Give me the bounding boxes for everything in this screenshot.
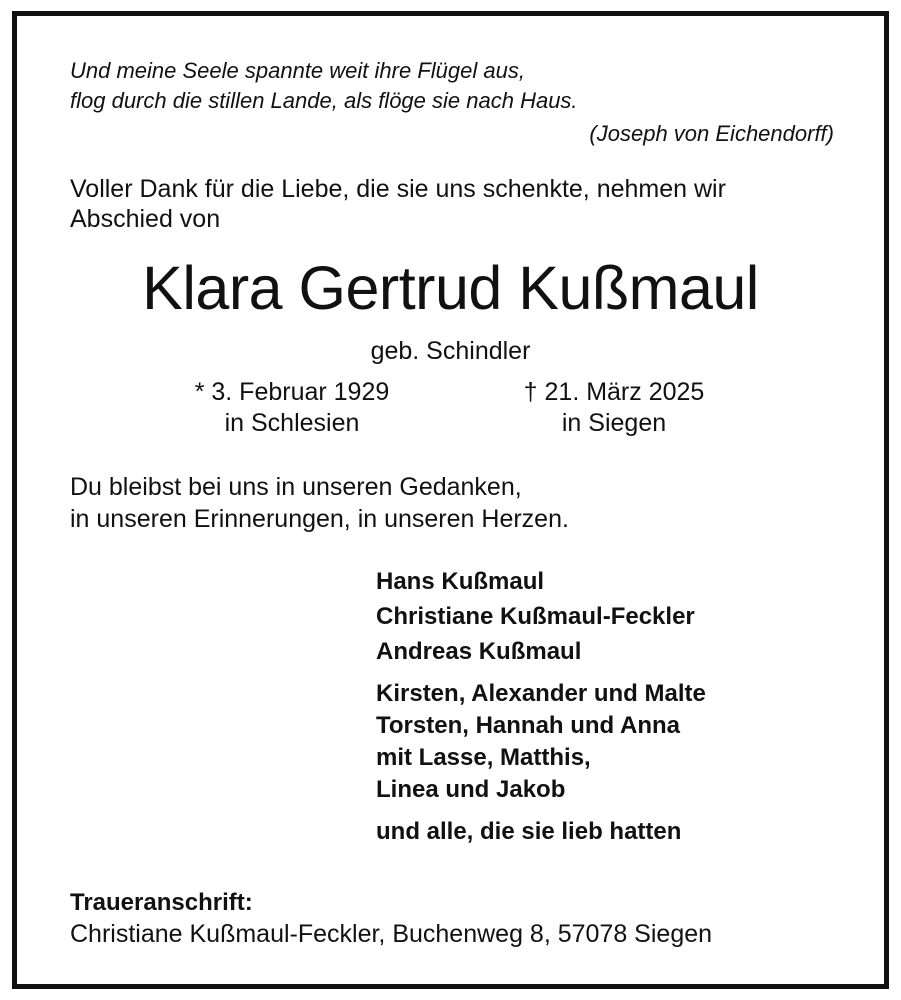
mourner-2: Christiane Kußmaul-Feckler	[376, 603, 695, 630]
birth-place: in Schlesien	[224, 409, 360, 437]
death-place: in Siegen	[561, 409, 667, 437]
intro-line-2: Abschied von	[70, 205, 221, 233]
birth-date: * 3. Februar 1929	[194, 378, 390, 406]
mourner-7: Linea und Jakob	[376, 776, 566, 803]
mourner-5: Torsten, Hannah und Anna	[376, 712, 680, 739]
address-line: Christiane Kußmaul-Feckler, Buchenweg 8, 57078 Siegen	[70, 920, 713, 948]
deceased-name: Klara Gertrud Kußmaul	[142, 254, 759, 322]
mourner-1: Hans Kußmaul	[376, 568, 545, 595]
death-date: † 21. März 2025	[523, 378, 705, 406]
quote-line-1: Und meine Seele spannte weit ihre Flügel aus,	[70, 58, 525, 83]
quote-author: (Joseph von Eichendorff)	[589, 121, 834, 146]
quote-line-2: flog durch die stillen Lande, als flöge sie nach Haus.	[70, 88, 578, 113]
verse-line-1: Du bleibst bei uns in unseren Gedanken,	[70, 473, 522, 501]
mourner-4: Kirsten, Alexander und Malte	[376, 680, 706, 707]
address-label: Traueranschrift:	[70, 889, 253, 916]
intro-line-1: Voller Dank für die Liebe, die sie uns schenkte, nehmen wir	[70, 175, 726, 203]
mourner-6: mit Lasse, Matthis,	[376, 744, 591, 771]
mourner-3: Andreas Kußmaul	[376, 638, 582, 665]
obituary-frame	[12, 11, 889, 989]
verse-line-2: in unseren Erinnerungen, in unseren Herzen.	[70, 505, 569, 533]
mourner-closing: und alle, die sie lieb hatten	[376, 818, 682, 845]
birth-name: geb. Schindler	[370, 337, 531, 365]
